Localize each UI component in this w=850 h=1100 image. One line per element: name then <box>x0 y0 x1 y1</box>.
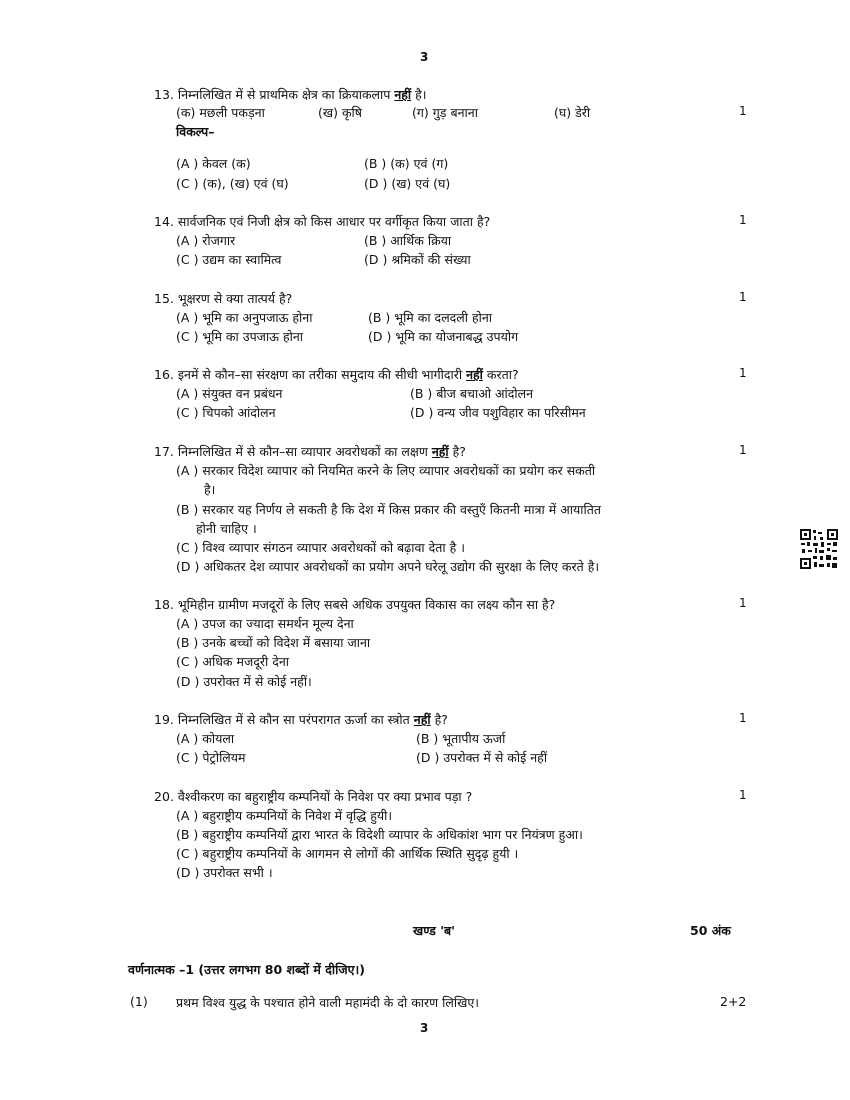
q13-option-c: (C ) (क), (ख) एवं (घ) <box>176 176 289 191</box>
q15-option-c: (C ) भूमि का उपजाऊ होना <box>176 329 304 344</box>
section-title: खण्ड 'ब' <box>413 923 455 938</box>
q18-option-d: (D ) उपरोक्त में से कोई नहीं। <box>176 674 312 689</box>
q17-marks: 1 <box>739 443 747 457</box>
q19-option-d: (D ) उपरोक्त में से कोई नहीं <box>416 750 548 765</box>
question-text-end: करता? <box>486 367 519 382</box>
q13-option-d: (D ) (ख) एवं (घ) <box>364 176 451 191</box>
q19-option-a: (A ) कोयला <box>176 731 235 746</box>
question-number: 15. <box>154 291 174 306</box>
qr-code-icon <box>799 528 839 570</box>
q18-option-c: (C ) अधिक मजदूरी देना <box>176 654 290 669</box>
q20-option-c: (C ) बहुराष्ट्रीय कम्पनियों के आगमन से लोगों की आर्थिक स्थिति सुदृढ़ हुयी । <box>176 846 519 861</box>
question-number: 18. <box>154 597 174 612</box>
question-20 <box>154 788 472 805</box>
q15-option-d: (D ) भूमि का योजनाबद्ध उपयोग <box>368 329 519 344</box>
question-text-end: है। <box>415 87 427 102</box>
question-15 <box>154 290 292 307</box>
question-text-end: है? <box>434 712 448 727</box>
question-19 <box>154 711 448 728</box>
q19-marks: 1 <box>739 711 747 725</box>
question-number: 17. <box>154 444 174 459</box>
q13-option-b: (B ) (क) एवं (ग) <box>364 156 449 171</box>
q19-option-b: (B ) भूतापीय ऊर्जा <box>416 731 506 746</box>
question-text-end: है? <box>452 444 466 459</box>
q15-option-a: (A ) भूमि का अनुपजाऊ होना <box>176 310 313 325</box>
section-marks: 50 अंक <box>690 923 731 938</box>
question-16 <box>154 366 519 383</box>
q13-vikalp-label: विकल्प– <box>176 124 215 139</box>
q20-option-a: (A ) बहुराष्ट्रीय कम्पनियों के निवेश में वृद्धि हुयी। <box>176 808 393 823</box>
q14-marks: 1 <box>739 213 747 227</box>
q19-option-c: (C ) पेट्रोलियम <box>176 750 246 765</box>
q18-option-a: (A ) उपज का ज्यादा समर्थन मूल्य देना <box>176 616 354 631</box>
page-number-top: 3 <box>420 50 429 64</box>
q13-item-ka: (क) मछली पकड़ना <box>176 105 265 120</box>
question-number: 16. <box>154 367 174 382</box>
question-17 <box>154 443 466 460</box>
negation-word: नहीं <box>413 712 431 727</box>
question-number: 13. <box>154 87 174 102</box>
q17-option-b-line1: (B ) सरकार यह निर्णय ले सकती है कि देश में किस प्रकार की वस्तुएँ कितनी मात्रा में आयातित <box>176 502 601 517</box>
q18-option-b: (B ) उनके बच्चों को विदेश में बसाया जाना <box>176 635 371 650</box>
question-number: 14. <box>154 214 174 229</box>
question-number: 19. <box>154 712 174 727</box>
question-text: सार्वजनिक एवं निजी क्षेत्र को किस आधार पर वर्गीकृत किया जाता है? <box>177 214 491 229</box>
q14-option-b: (B ) आर्थिक क्रिया <box>364 233 452 248</box>
question-1-marks: 2+2 <box>720 994 747 1009</box>
question-18 <box>154 596 555 613</box>
q13-item-gha: (घ) डेरी <box>554 105 591 120</box>
question-text: इनमें से कौन–सा संरक्षण का तरीका समुदाय की सीधी भागीदारी <box>177 367 463 382</box>
q15-option-b: (B ) भूमि का दलदली होना <box>368 310 493 325</box>
q13-option-a: (A ) केवल (क) <box>176 156 251 171</box>
q15-marks: 1 <box>739 290 747 304</box>
q14-option-a: (A ) रोजगार <box>176 233 236 248</box>
q16-option-c: (C ) चिपको आंदोलन <box>176 405 276 420</box>
question-number: 20. <box>154 789 174 804</box>
q16-marks: 1 <box>739 366 747 380</box>
q17-option-d: (D ) अधिकतर देश व्यापार अवरोधकों का प्रयोग अपने घरेलू उद्योग की सुरक्षा के लिए करते है। <box>176 559 600 574</box>
q16-option-d: (D ) वन्य जीव पशुविहार का परिसीमन <box>410 405 586 420</box>
negation-word: नहीं <box>394 87 412 102</box>
question-text: निम्नलिखित में से कौन–सा व्यापार अवरोधकों का लक्षण <box>177 444 428 459</box>
q17-option-c: (C ) विश्व व्यापार संगठन व्यापार अवरोधकों को बढ़ावा देता है । <box>176 540 465 555</box>
q16-option-a: (A ) संयुक्त वन प्रबंधन <box>176 386 283 401</box>
descriptive-heading: वर्णनात्मक –1 (उत्तर लगभग 80 शब्दों में दीजिए।) <box>128 962 365 977</box>
q14-option-d: (D ) श्रमिकों की संख्या <box>364 252 471 267</box>
question-14 <box>154 213 490 230</box>
negation-word: नहीं <box>431 444 449 459</box>
q20-option-d: (D ) उपरोक्त सभी । <box>176 865 273 880</box>
q17-option-b-line2: होनी चाहिए । <box>196 521 257 536</box>
q18-marks: 1 <box>739 596 747 610</box>
question-13 <box>154 86 427 103</box>
q13-item-ga: (ग) गुड़ बनाना <box>412 105 478 120</box>
question-1-text: प्रथम विश्व युद्ध के पश्चात होने वाली महामंदी के दो कारण लिखिए। <box>176 995 479 1010</box>
q20-marks: 1 <box>739 788 747 802</box>
negation-word: नहीं <box>466 367 483 382</box>
question-text: भूमिहीन ग्रामीण मजदूरों के लिए सबसे अधिक उपयुक्त विकास का लक्ष्य कौन सा है? <box>177 597 556 612</box>
q13-item-kha: (ख) कृषि <box>318 105 363 120</box>
question-text: वैश्वीकरण का बहुराष्ट्रीय कम्पनियों के निवेश पर क्या प्रभाव पड़ा ? <box>177 789 473 804</box>
q13-marks: 1 <box>739 104 747 118</box>
q20-option-b: (B ) बहुराष्ट्रीय कम्पनियों द्वारा भारत के विदेशी व्यापार के अधिकांश भाग पर नियंत्रण हुआ। <box>176 827 583 842</box>
q16-option-b: (B ) बीज बचाओ आंदोलन <box>410 386 534 401</box>
q14-option-c: (C ) उद्यम का स्वामित्व <box>176 252 282 267</box>
question-1-number: (1) <box>130 994 148 1009</box>
q17-option-a-line1: (A ) सरकार विदेश व्यापार को नियमित करने के लिए व्यापार अवरोधकों का प्रयोग कर सकती <box>176 463 596 478</box>
question-text: भूक्षरण से क्या तात्पर्य है? <box>177 291 293 306</box>
page-number-bottom: 3 <box>420 1021 429 1035</box>
question-text: निम्नलिखित में से प्राथमिक क्षेत्र का क्रियाकलाप <box>177 87 391 102</box>
question-text: निम्नलिखित में से कौन सा परंपरागत ऊर्जा का स्त्रोत <box>177 712 410 727</box>
q17-option-a-line2: है। <box>204 482 216 497</box>
